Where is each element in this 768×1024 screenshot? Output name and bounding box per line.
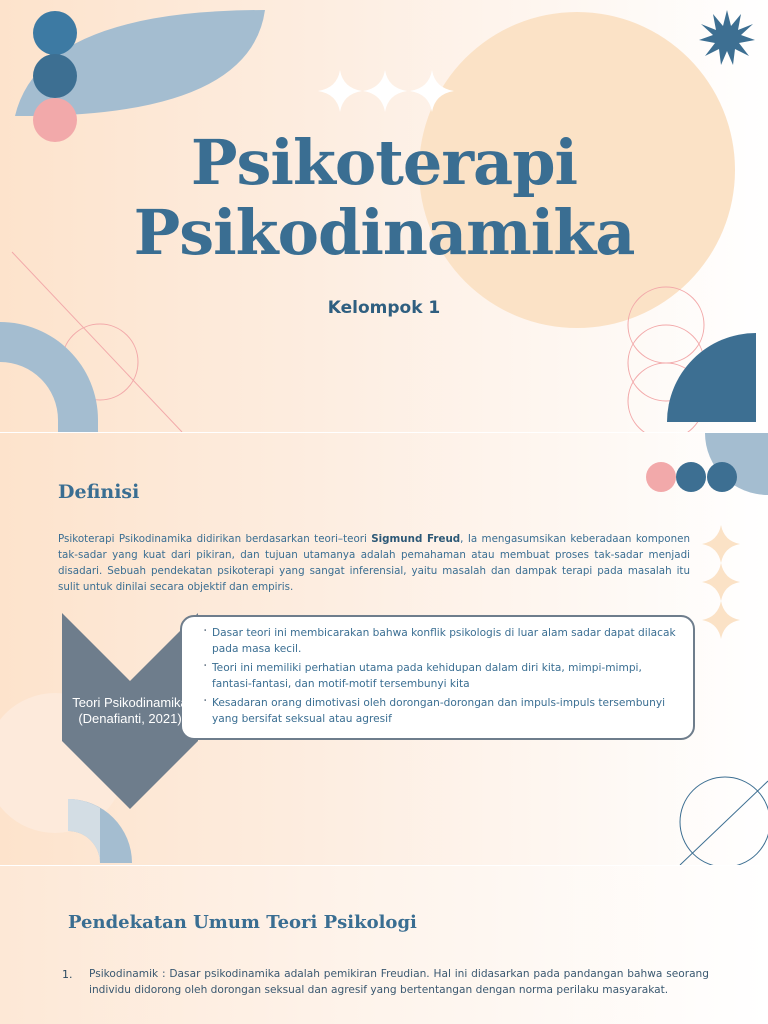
dot-blue-1 bbox=[33, 11, 77, 55]
chevron-label-line-1: Teori Psikodinamika bbox=[72, 695, 188, 710]
quarter-circle-shape bbox=[667, 333, 756, 422]
chevron-label-line-2: (Denafianti, 2021) bbox=[78, 711, 182, 726]
slide-pendekatan bbox=[0, 866, 768, 1024]
list-number: 1. bbox=[62, 968, 73, 981]
dot-blue-1 bbox=[676, 462, 706, 492]
definition-part-2: , Ia mengasumsikan keberadaan komponen tak-sadar yang kuat dari pikiran, dan tujuan utamanya adalah pemahaman atau membuat proses tak-sadar menjadi disadari. Sebuah pendekatan psikoterapi yang sangat inferensial, yaitu masalah dan dampak terapi pada masalah itu sulit untuk dinilai secara objektif dan empiris. bbox=[58, 533, 690, 593]
section-heading: Definisi bbox=[58, 481, 140, 503]
chevron-label bbox=[60, 695, 200, 727]
title-line-1: Psikoterapi bbox=[190, 126, 578, 199]
arc-shape bbox=[0, 322, 98, 432]
definition-bold-name: Sigmund Freud bbox=[371, 533, 461, 545]
bullet-item: · Teori ini memiliki perhatian utama pada kehidupan dalam diri kita, mimpi-mimpi, fantasi-fantasi, dan motif-motif tersembunyi kita bbox=[212, 660, 683, 692]
bullet-item: · Dasar teori ini membicarakan bahwa konflik psikologis di luar alam sadar dapat dilacak pada masa kecil. bbox=[212, 625, 683, 657]
list-item-text: Psikodinamik : Dasar psikodinamika adalah pemikiran Freudian. Hal ini didasarkan pada pandangan bahwa seorang individu didorong oleh dorongan seksual dan agresif yang bertentangan dengan norma perilaku masyarakat. bbox=[89, 968, 709, 996]
sparkle-group bbox=[318, 70, 454, 112]
bullet-item: · Kesadaran orang dimotivasi oleh dorongan-dorongan dan impuls-impuls tersembunyi yang bersifat seksual atau agresif bbox=[212, 695, 683, 727]
diagonal-line bbox=[680, 781, 768, 865]
definition-paragraph bbox=[58, 531, 690, 595]
arc-shape-2 bbox=[68, 799, 100, 863]
bullet-list bbox=[182, 617, 693, 727]
slide-definisi bbox=[0, 433, 768, 865]
definition-part-1: Psikoterapi Psikodinamika didirikan berdasarkan teori–teori bbox=[58, 533, 372, 545]
title-line-2: Psikodinamika bbox=[133, 196, 635, 269]
slide-title bbox=[0, 0, 768, 432]
dot-pink bbox=[646, 462, 676, 492]
bullet-box bbox=[180, 615, 695, 740]
section-heading: Pendekatan Umum Teori Psikologi bbox=[68, 912, 417, 933]
dot-blue-2 bbox=[707, 462, 737, 492]
dot-blue-2 bbox=[33, 54, 77, 98]
sparkle-group bbox=[702, 525, 740, 639]
burst-star-icon bbox=[699, 10, 755, 65]
subtitle: Kelompok 1 bbox=[327, 298, 441, 318]
